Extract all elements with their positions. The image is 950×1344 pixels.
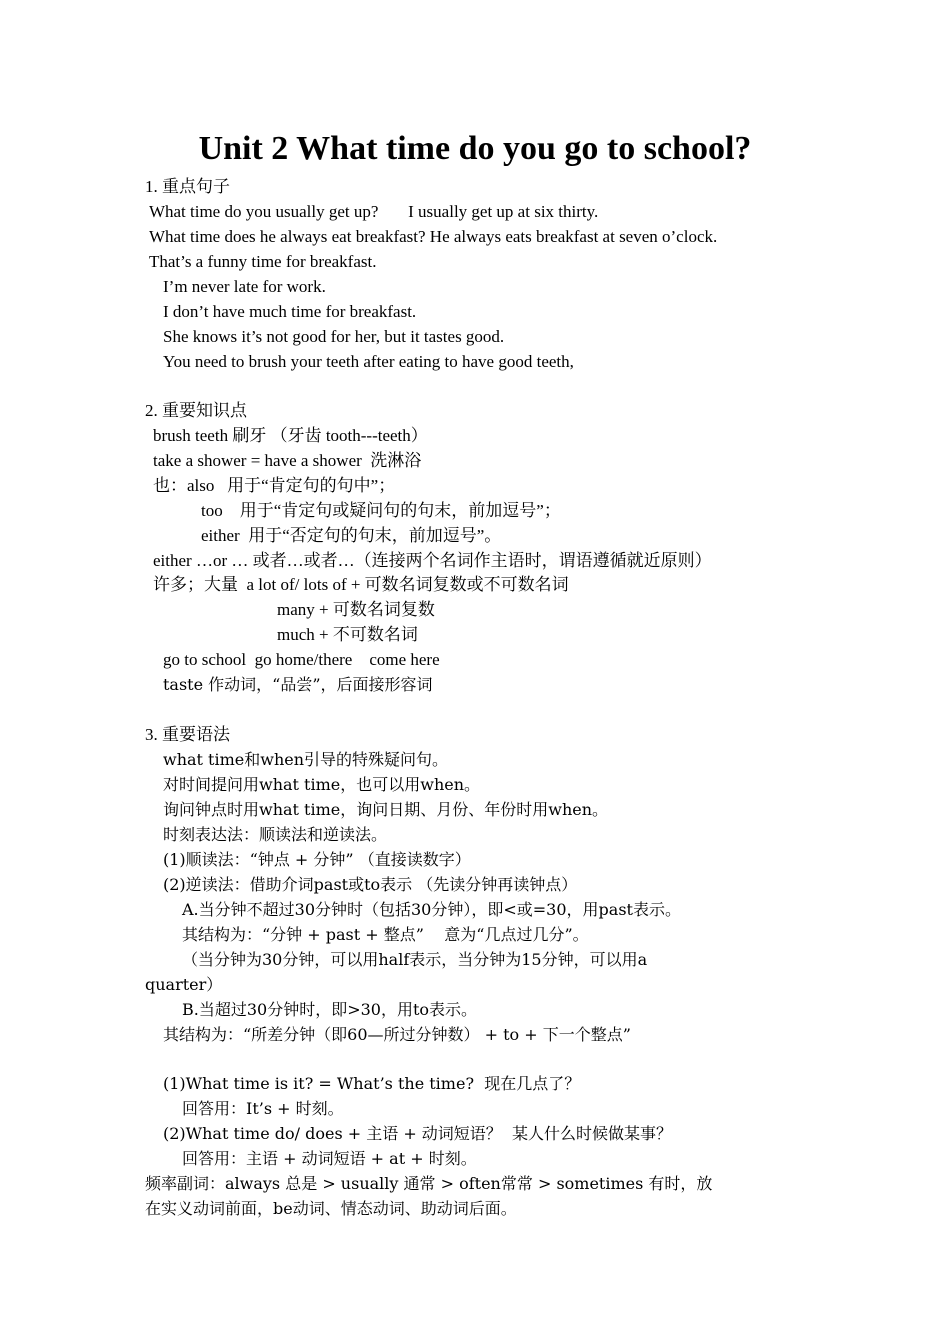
section-2-heading: 2. 重要知识点 <box>145 401 247 420</box>
sec3-line: (2)What time do/ does + 主语 + 动词短语？ 某人什么时候做某事？ <box>163 1124 672 1143</box>
sec3-line: （当分钟为30分钟，可以用half表示，当分钟为15分钟，可以用a <box>182 950 648 969</box>
sec2-line: brush teeth 刷牙 （牙齿 tooth---teeth） <box>153 426 428 445</box>
sec3-line: quarter） <box>145 975 223 994</box>
sec1-line: What time does he always eat breakfast? He always eats breakfast at seven o’clock. <box>145 227 718 246</box>
section-1-heading: 1. 重点句子 <box>145 177 230 196</box>
sec3-line: B.当超过30分钟时，即>30，用to表示。 <box>182 1000 478 1019</box>
sec1-line: That’s a funny time for breakfast. <box>145 252 377 271</box>
sec2-line: go to school go home/there come here <box>163 650 440 669</box>
sec2-line: many + 可数名词复数 <box>277 600 435 619</box>
sec1-line: I don’t have much time for breakfast. <box>163 302 417 321</box>
sec3-line: 频率副词：always 总是 > usually 通常 > often常常 > sometimes 有时，放 <box>145 1174 713 1193</box>
sec3-line: 回答用：主语 + 动词短语 + at + 时刻。 <box>182 1149 477 1168</box>
sec3-line: (1)What time is it? = What’s the time? 现在几点了？ <box>163 1074 581 1093</box>
sec2-line: 许多；大量 a lot of/ lots of + 可数名词复数或不可数名词 <box>153 575 569 594</box>
sec2-line: 也：also 用于“肯定句的句中”； <box>153 476 396 495</box>
sec2-line: taste 作动词，“品尝”，后面接形容词 <box>163 675 433 694</box>
sec3-line: 在实义动词前面，be动词、情态动词、助动词后面。 <box>145 1199 517 1218</box>
sec3-line: (2)逆读法：借助介词past或to表示 （先读分钟再读钟点） <box>163 875 578 894</box>
sec2-line: too 用于“肯定句或疑问句的句末，前加逗号”； <box>201 501 561 520</box>
sec3-line: (1)顺读法：“钟点 + 分钟” （直接读数字） <box>163 850 471 869</box>
sec1-line: I’m never late for work. <box>163 277 326 296</box>
sec3-line: 其结构为：“所差分钟（即60—所过分钟数） + to + 下一个整点” <box>163 1025 631 1044</box>
sec2-line: much + 不可数名词 <box>277 625 418 644</box>
sec3-line: A.当分钟不超过30分钟时（包括30分钟），即<或=30，用past表示。 <box>182 900 681 919</box>
sec3-line: 时刻表达法：顺读法和逆读法。 <box>163 825 388 844</box>
sec3-line: 其结构为：“分钟 + past + 整点” 意为“几点过几分”。 <box>182 925 589 944</box>
sec2-line: take a shower = have a shower 洗淋浴 <box>153 451 422 470</box>
sec3-line: 对时间提问用what time，也可以用when。 <box>163 775 481 794</box>
sec2-line: either …or … 或者…或者…（连接两个名词作主语时，谓语遵循就近原则） <box>153 551 712 570</box>
document-title: Unit 2 What time do you go to school? <box>198 130 752 167</box>
sec2-line: either 用于“否定句的句末，前加逗号”。 <box>201 526 502 545</box>
sec1-line: What time do you usually get up? I usually get up at six thirty. <box>145 202 599 221</box>
sec3-line: what time和when引导的特殊疑问句。 <box>163 750 449 769</box>
sec3-line: 回答用：It’s + 时刻。 <box>182 1099 344 1118</box>
sec1-line: She knows it’s not good for her, but it tastes good. <box>163 327 505 346</box>
sec3-line: 询问钟点时用what time，询问日期、月份、年份时用when。 <box>163 800 609 819</box>
sec1-line: You need to brush your teeth after eating to have good teeth, <box>163 352 574 371</box>
section-3-heading: 3. 重要语法 <box>145 725 230 744</box>
